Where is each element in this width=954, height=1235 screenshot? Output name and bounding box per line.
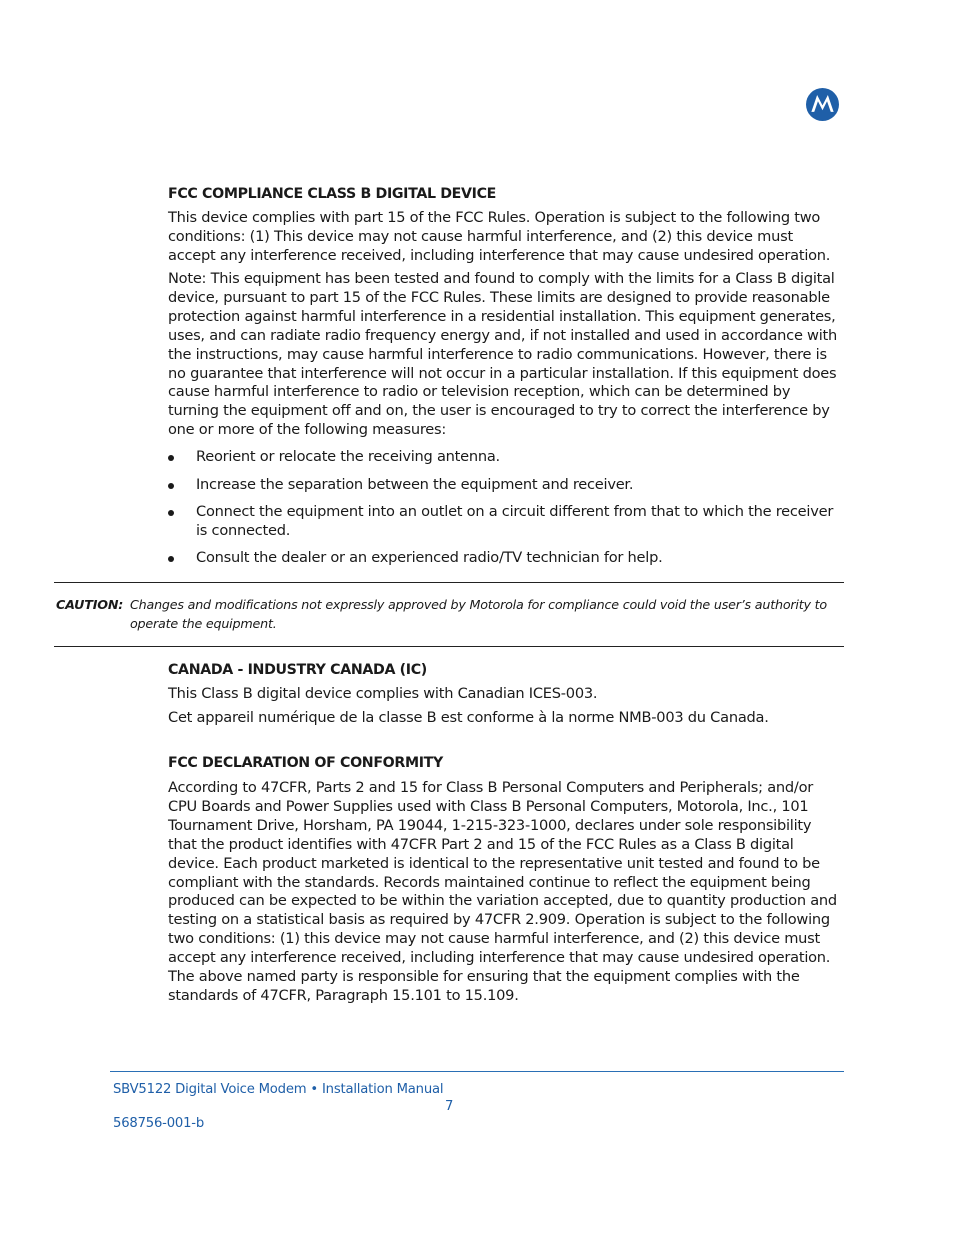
declaration-of-conformity-paragraph: According to 47CFR, Parts 2 and 15 for Class B Personal Computers and Peripherals; and/or CPU Boards and Power Supplies used with Class B Personal Computers, Motorola, Inc., 101 Tournament Drive, Horsham, PA 19044, 1-215-323-1000, declares under sole responsibility that the product identifies with 47CFR Part 2 and 15 of the FCC Rules as a Class B digital device. Each product marketed is identical to the representative unit tested and found to be compliant with the standards. Records maintained continue to reflect the equipment being produced can be expected to be within the variation accepted, due to quantity production and testing on a statistical basis as required by 47CFR 2.909. Operation is subject to the following two conditions: (1) this device may not cause harmful interference, and (2) this device must accept any interference received, including interference that may cause undesired operation. The above named party is responsible for ensuring that the equipment complies with the standards of 47CFR, Paragraph 15.101 to 15.109. (168, 779, 837, 1004)
list-item-text: Consult the dealer or an experienced radio/TV technician for help. (196, 549, 663, 566)
footer-divider (110, 1071, 844, 1072)
bullet-icon (168, 455, 174, 461)
canada-ic-paragraph-2: Cet appareil numérique de la classe B est conforme à la norme NMB-003 du Canada. (168, 709, 769, 726)
canada-ic-heading: CANADA - INDUSTRY CANADA (IC) (168, 662, 427, 678)
list-item (168, 503, 842, 541)
fcc-class-b-heading: FCC COMPLIANCE CLASS B DIGITAL DEVICE (168, 186, 496, 202)
list-item-text: Reorient or relocate the receiving antenna. (196, 448, 500, 465)
list-item-text: Connect the equipment into an outlet on a circuit different from that to which the receiver is connected. (196, 503, 834, 539)
caution-text: Changes and modifications not expressly approved by Motorola for compliance could void the user’s authority to operate the equipment. (130, 597, 827, 631)
bullet-icon (168, 510, 174, 516)
list-item (168, 549, 663, 568)
footer-title: SBV5122 Digital Voice Modem • Installation Manual (113, 1082, 444, 1097)
list-item (168, 476, 633, 495)
motorola-logo-icon (806, 88, 839, 121)
fcc-class-b-paragraph-2: Note: This equipment has been tested and found to comply with the limits for a Class B digital device, pursuant to part 15 of the FCC Rules. These limits are designed to provide reasonable protection against harmful interference in a residential installation. This equipment generates, uses, and can radiate radio frequency energy and, if not installed and used in accordance with the instructions, may cause harmful interference to radio communications. However, there is no guarantee that interference will not occur in a particular installation. If this equipment does cause harmful interference to radio or television reception, which can be determined by turning the equipment off and on, the user is encouraged to try to correct the interference by one or more of the following measures: (168, 270, 838, 439)
canada-ic-paragraph-1: This Class B digital device complies with Canadian ICES-003. (168, 685, 598, 702)
bullet-icon (168, 483, 174, 489)
caution-top-divider (54, 582, 844, 583)
page-number: 7 (445, 1099, 454, 1114)
declaration-of-conformity-heading: FCC DECLARATION OF CONFORMITY (168, 755, 443, 771)
caution-bottom-divider (54, 646, 844, 647)
fcc-class-b-paragraph-1: This device complies with part 15 of the FCC Rules. Operation is subject to the following two conditions: (1) This device may not cause harmful interference, and (2) this device must accept any interference received, including interference that may cause undesired operation. (168, 209, 831, 264)
document-number: 568756-001-b (113, 1116, 205, 1131)
caution-label: CAUTION: (56, 597, 124, 612)
list-item (168, 448, 500, 467)
bullet-icon (168, 556, 174, 562)
list-item-text: Increase the separation between the equipment and receiver. (196, 476, 634, 493)
